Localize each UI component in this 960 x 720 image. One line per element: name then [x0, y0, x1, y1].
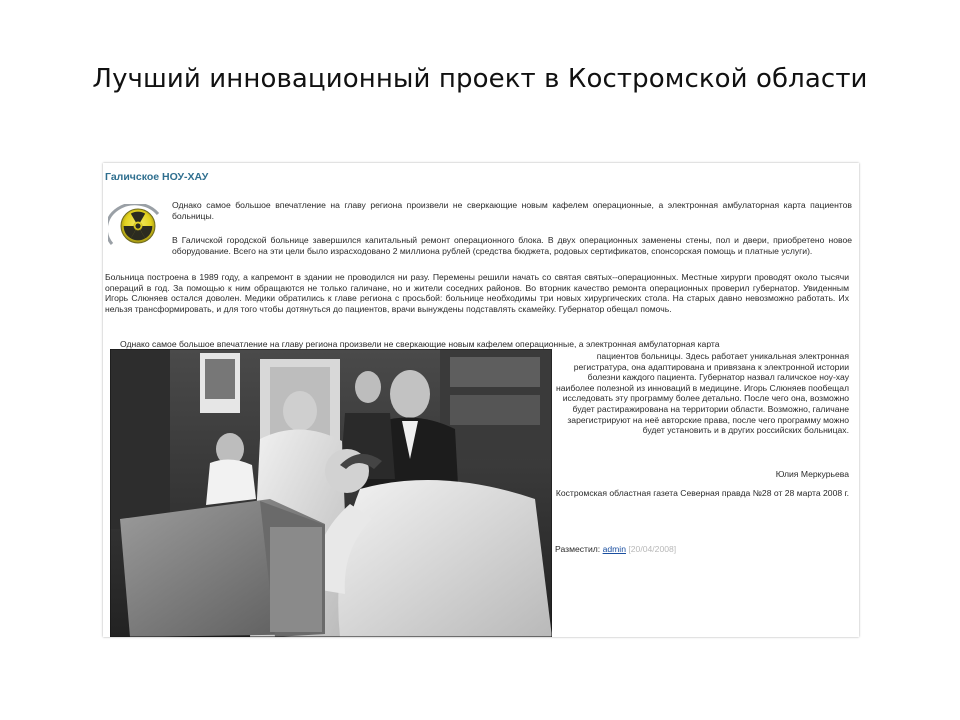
posted-by [555, 544, 676, 554]
posted-label: Разместил: [555, 544, 601, 554]
slide-title: Лучший инновационный проект в Костромской области [92, 64, 868, 94]
article-title: Галичское НОУ-ХАУ [105, 171, 209, 183]
article-paragraph: В Галичской городской больнице завершился капитальный ремонт операционного блока. В двух операционных заменены стены, пол и двери, приобретено новое оборудование. Всего на эти цели было израсходовано 2 миллиона рублей (средства бюджета, родовых сертификатов, спонсорская помощь и платные услуги). [172, 235, 852, 256]
article-paragraph: Однако самое большое впечатление на главу региона произвели не сверкающие новым кафелем операционные, а электронная амбулаторная карта пациентов больницы. [172, 200, 852, 221]
article-paragraph: Больница построена в 1989 году, а капремонт в здании не проводился ни разу. Перемены решили начать со святая святых--операционных. Местные хирурги проводят около тысячи операций в год. За помощью к ним обращаются не только галичане, но и жители соседних районов. Во вторник качество ремонта операционных проверил губернатор. Увиденным Игорь Слюняев остался доволен. Медики обратились к главе региона с просьбой: больнице необходимы три новых хирургических стола. На старых давно невозможно работать. Их нельзя трансформировать, и для того чтобы дотянуться до пациентов, врачи вынуждены подставлять скамейку. Губернатор обещал помочь. [105, 272, 849, 314]
radiation-trefoil-icon [108, 204, 166, 248]
article-paragraph: пациентов больницы. Здесь работает уникальная электронная регистратура, она адаптирована и привязана к электронной истории болезни каждого пациента. Губернатор назвал галичское ноу-хау наиболее полезной из инноваций в медицине. Игорь Слюняев пообещал исследовать эту программу более детально. После чего она, возможно будет растиражирована на территории области. Возможно, галичане зарегистрируют на неё авторские права, после чего программу можно будет установить и в других российских больницах. [556, 351, 849, 436]
author-link[interactable]: admin [602, 544, 626, 554]
article-paragraph: Однако самое большое впечатление на главу региона произвели не сверкающие новым кафелем операционные, а электронная амбулаторная карта [120, 339, 720, 349]
article-author: Юлия Меркурьева [775, 469, 849, 479]
governor-visit-photo [110, 349, 552, 637]
posted-date: [20/04/2008] [628, 544, 677, 554]
newspaper-clipping [103, 163, 859, 637]
article-source: Костромская областная газета Северная правда №28 от 28 марта 2008 г. [555, 488, 849, 498]
